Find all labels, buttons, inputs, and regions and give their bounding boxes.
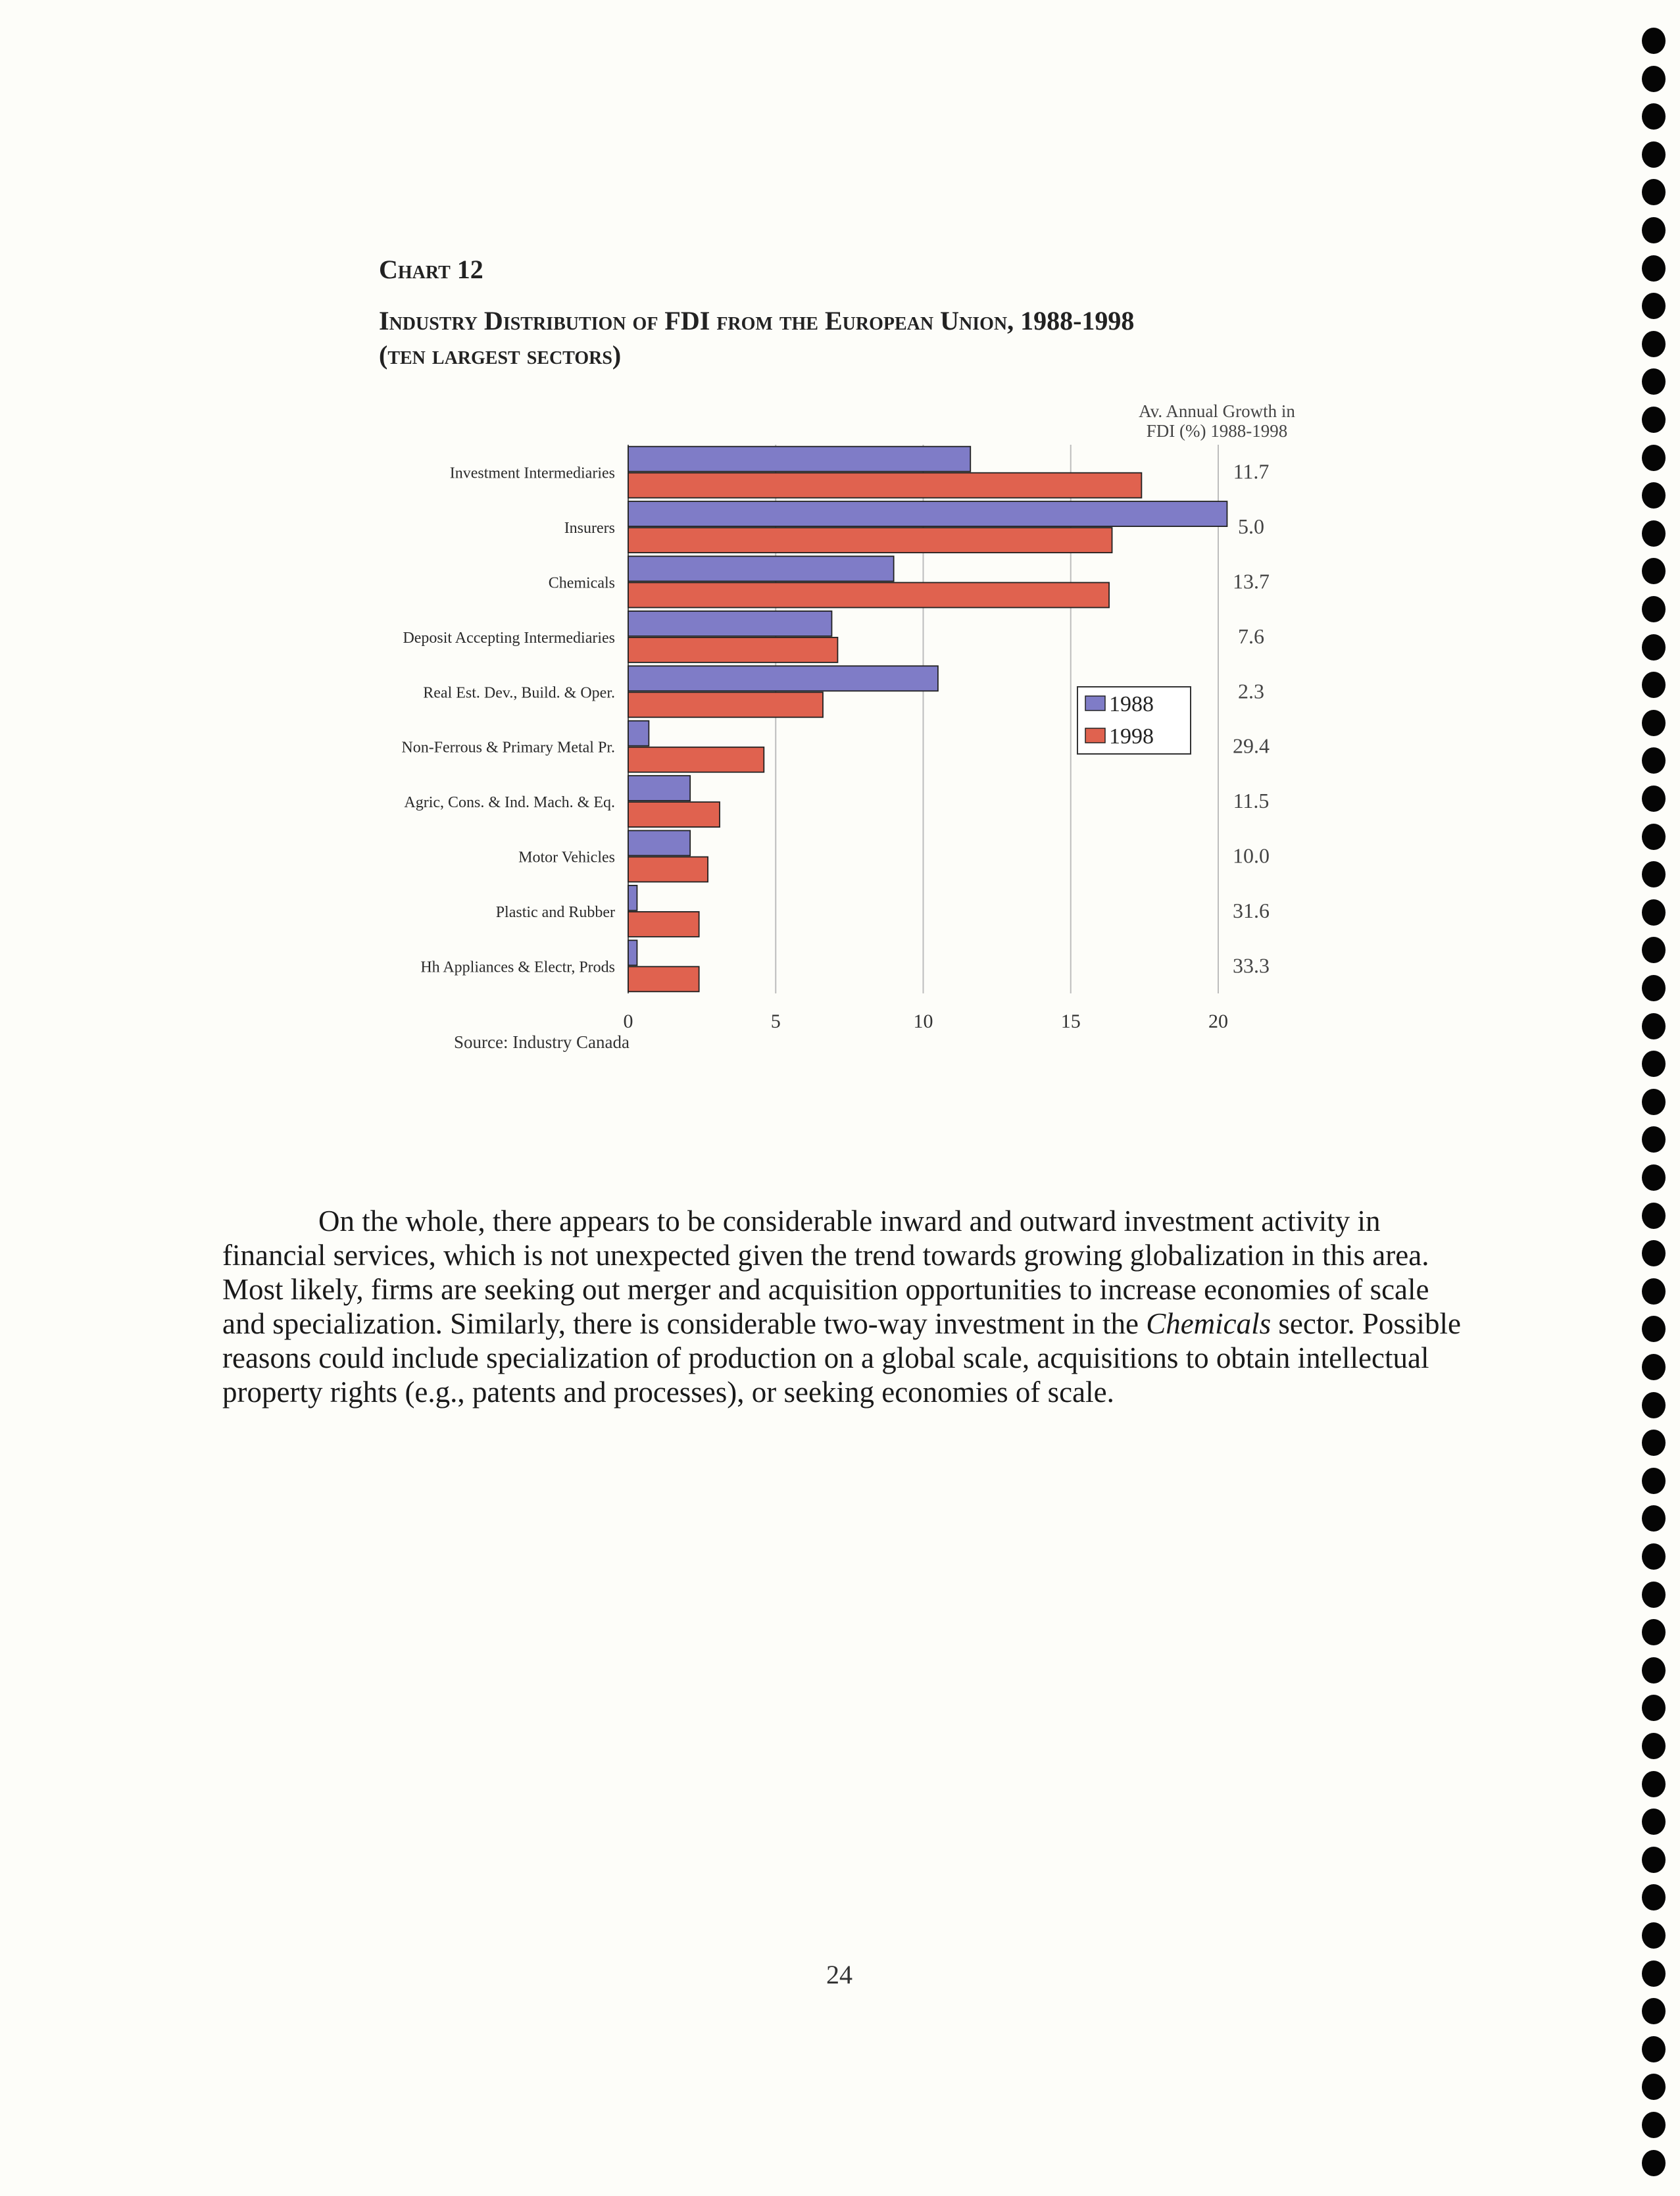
category-label-agric-cons-ind-mach-eq: Agric, Cons. & Ind. Mach. & Eq. <box>404 794 615 812</box>
binding-hole <box>1642 255 1666 282</box>
legend-label-1998: 1998 <box>1109 724 1154 749</box>
binding-hole <box>1642 861 1666 887</box>
bar-1998-plastic-and-rubber <box>628 912 699 937</box>
side-column-header-line-2: FDI (%) 1988-1998 <box>1146 421 1288 441</box>
binding-hole <box>1642 1543 1666 1570</box>
chart-label: Chart 12 <box>379 255 483 284</box>
binding-hole <box>1642 1582 1666 1608</box>
bar-1988-plastic-and-rubber <box>628 886 637 911</box>
bar-1998-investment-intermediaries <box>628 473 1141 498</box>
binding-hole <box>1642 1278 1666 1305</box>
growth-value-investment-intermediaries: 11.7 <box>1233 459 1270 484</box>
binding-hole <box>1642 2036 1666 2062</box>
chart-legend <box>1077 687 1191 754</box>
binding-hole <box>1642 293 1666 319</box>
bar-1998-agric-cons-ind-mach-eq <box>628 802 720 827</box>
binding-hole <box>1642 1998 1666 2024</box>
binding-hole <box>1642 710 1666 736</box>
binding-hole <box>1642 1695 1666 1721</box>
chart-source: Source: Industry Canada <box>454 1032 630 1052</box>
page-number: 24 <box>826 1960 852 1989</box>
binding-hole <box>1642 482 1666 509</box>
binding-hole <box>1642 1960 1666 1987</box>
binding-hole <box>1642 1013 1666 1039</box>
binding-hole <box>1642 66 1666 92</box>
growth-value-agric-cons-ind-mach-eq: 11.5 <box>1233 789 1270 813</box>
binding-hole <box>1642 1354 1666 1380</box>
bar-1998-non-ferrous-primary-metal-pr <box>628 747 764 772</box>
binding-hole <box>1642 1847 1666 1873</box>
category-labels <box>401 465 615 976</box>
bar-1988-chemicals <box>628 557 894 582</box>
bar-1988-agric-cons-ind-mach-eq <box>628 776 690 801</box>
binding-hole <box>1642 1922 1666 1949</box>
category-label-hh-appliances-electr-prods: Hh Appliances & Electr, Prods <box>420 959 615 976</box>
binding-hole <box>1642 899 1666 926</box>
binding-hole <box>1642 1809 1666 1835</box>
binding-hole <box>1642 975 1666 1001</box>
growth-value-deposit-accepting-intermediaries: 7.6 <box>1238 624 1264 648</box>
legend-swatch-1988 <box>1085 696 1105 711</box>
growth-value-real-est-dev-build-oper: 2.3 <box>1238 679 1264 703</box>
chart-title-line-1: Industry Distribution of FDI from the European Union, 1988-1998 <box>379 306 1135 336</box>
binding-hole <box>1642 596 1666 622</box>
bar-1998-chemicals <box>628 583 1109 608</box>
binding-hole <box>1642 1430 1666 1456</box>
bar-1988-real-est-dev-build-oper <box>628 666 938 691</box>
binding-hole <box>1642 331 1666 357</box>
bar-1998-real-est-dev-build-oper <box>628 692 823 717</box>
binding-hole <box>1642 1240 1666 1266</box>
binding-hole <box>1642 1164 1666 1191</box>
binding-hole <box>1642 1203 1666 1229</box>
category-label-insurers: Insurers <box>564 520 615 537</box>
legend-label-1988: 1988 <box>1109 692 1154 716</box>
binding-hole <box>1642 445 1666 471</box>
binding-hole <box>1642 672 1666 698</box>
binding-hole <box>1642 2074 1666 2100</box>
bar-1988-non-ferrous-primary-metal-pr <box>628 721 649 746</box>
legend-swatch-1998 <box>1085 728 1105 743</box>
bar-1988-motor-vehicles <box>628 831 690 856</box>
binding-hole <box>1642 520 1666 547</box>
binding-hole <box>1642 141 1666 168</box>
x-tick-labels <box>624 1011 1229 1032</box>
binding-hole <box>1642 1316 1666 1342</box>
x-tick-label-15: 15 <box>1060 1011 1081 1032</box>
bar-1988-insurers <box>628 501 1227 526</box>
binding-hole <box>1642 1089 1666 1115</box>
bar-1998-hh-appliances-electr-prods <box>628 966 699 991</box>
binding-hole <box>1642 1657 1666 1684</box>
side-column-header-line-1: Av. Annual Growth in <box>1139 401 1295 421</box>
binding-hole <box>1642 407 1666 433</box>
growth-value-motor-vehicles: 10.0 <box>1233 843 1270 868</box>
binding-hole <box>1642 2112 1666 2138</box>
binding-hole <box>1642 1392 1666 1418</box>
growth-value-insurers: 5.0 <box>1238 514 1264 539</box>
binding-hole <box>1642 1468 1666 1494</box>
binding-hole <box>1642 1619 1666 1645</box>
body-text-part-1: On the whole, there appears to be considerable inward and outward investment activity in financial services, which is not unexpected given the trend towards growing globalization in this area. Most likely, firms are seeking out merger and acquisition opportunities to increase economies of scale and specialization. Similarly, there is considerable two-way investment in the <box>222 1205 1429 1340</box>
category-label-real-est-dev-build-oper: Real Est. Dev., Build. & Oper. <box>423 684 615 702</box>
category-label-plastic-and-rubber: Plastic and Rubber <box>495 903 615 921</box>
binding-hole <box>1642 103 1666 130</box>
growth-value-chemicals: 13.7 <box>1233 569 1270 593</box>
binding-hole <box>1642 1733 1666 1759</box>
binding-hole <box>1642 1051 1666 1077</box>
category-label-non-ferrous-primary-metal-pr: Non-Ferrous & Primary Metal Pr. <box>401 739 615 757</box>
x-tick-label-10: 10 <box>913 1011 933 1032</box>
x-tick-label-20: 20 <box>1208 1011 1228 1032</box>
binding-hole <box>1642 1884 1666 1910</box>
bar-1988-deposit-accepting-intermediaries <box>628 611 831 636</box>
chart-title-line-2: (ten largest sectors) <box>379 340 622 370</box>
binding-hole <box>1642 1126 1666 1153</box>
growth-value-non-ferrous-primary-metal-pr: 29.4 <box>1233 734 1270 758</box>
binding-hole <box>1642 2150 1666 2176</box>
category-label-chemicals: Chemicals <box>548 574 615 592</box>
bar-1998-deposit-accepting-intermediaries <box>628 637 837 662</box>
bar-1998-insurers <box>628 528 1112 553</box>
binding-hole <box>1642 634 1666 661</box>
x-tick-label-5: 5 <box>770 1011 781 1032</box>
x-tick-label-0: 0 <box>623 1011 633 1032</box>
bar-1998-motor-vehicles <box>628 857 708 882</box>
body-text-part-2: sector. Possible reasons could include specialization of production on a global scale, acquisitions to obtain intellectual property rights (e.g., patents and processes), or seeking economies of scale. <box>222 1307 1461 1409</box>
growth-value-hh-appliances-electr-prods: 33.3 <box>1233 953 1270 978</box>
bar-chart <box>0 0 1680 1086</box>
binding-hole <box>1642 824 1666 850</box>
binding-hole <box>1642 217 1666 243</box>
growth-value-plastic-and-rubber: 31.6 <box>1233 898 1270 922</box>
body-paragraph <box>222 1204 1466 1409</box>
binding-hole <box>1642 1771 1666 1797</box>
bar-1988-hh-appliances-electr-prods <box>628 940 637 965</box>
category-label-investment-intermediaries: Investment Intermediaries <box>449 464 615 482</box>
category-label-deposit-accepting-intermediaries: Deposit Accepting Intermediaries <box>403 629 615 647</box>
binding-hole <box>1642 1505 1666 1532</box>
growth-column <box>1233 460 1270 978</box>
bar-1988-investment-intermediaries <box>628 447 970 472</box>
body-text-emphasis: Chemicals <box>1146 1307 1272 1340</box>
binding-hole <box>1642 786 1666 812</box>
binding-hole <box>1642 28 1666 54</box>
category-label-motor-vehicles: Motor Vehicles <box>518 849 615 866</box>
